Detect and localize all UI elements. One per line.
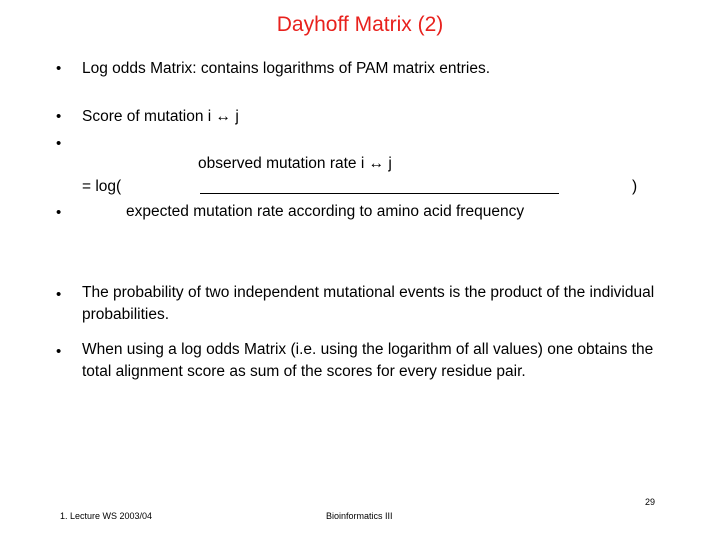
bullet-marker: • [56, 108, 62, 125]
bullet-when-using: When using a log odds Matrix (i.e. using the logarithm of all values) one obtains the total alignment score as sum of the scores for every residue pair. [82, 341, 654, 380]
bullet-marker: • [56, 60, 62, 77]
bullet-probability: The probability of two independent mutational events is the product of the individual probabilities. [82, 284, 655, 323]
formula-numerator: observed mutation rate i ↔ j [198, 155, 392, 172]
fraction-line [200, 193, 559, 194]
footer-course: Bioinformatics III [326, 511, 393, 521]
footer-lecture: 1. Lecture WS 2003/04 [60, 511, 153, 521]
bullet-marker: • [56, 135, 62, 152]
formula-suffix: ) [632, 178, 638, 195]
page-number: 29 [645, 497, 656, 507]
bullet-marker: • [56, 343, 62, 360]
bullet-marker: • [56, 204, 62, 221]
slide-title: Dayhoff Matrix (2) [276, 13, 444, 36]
bullet-marker: • [56, 286, 62, 303]
bullet-log-odds: Log odds Matrix: contains logarithms of PAM matrix entries. [82, 60, 491, 77]
formula-denominator: expected mutation rate according to amino acid frequency [126, 203, 525, 220]
formula-prefix: = log( [82, 178, 122, 195]
bullet-score: Score of mutation i ↔ j [82, 108, 239, 125]
